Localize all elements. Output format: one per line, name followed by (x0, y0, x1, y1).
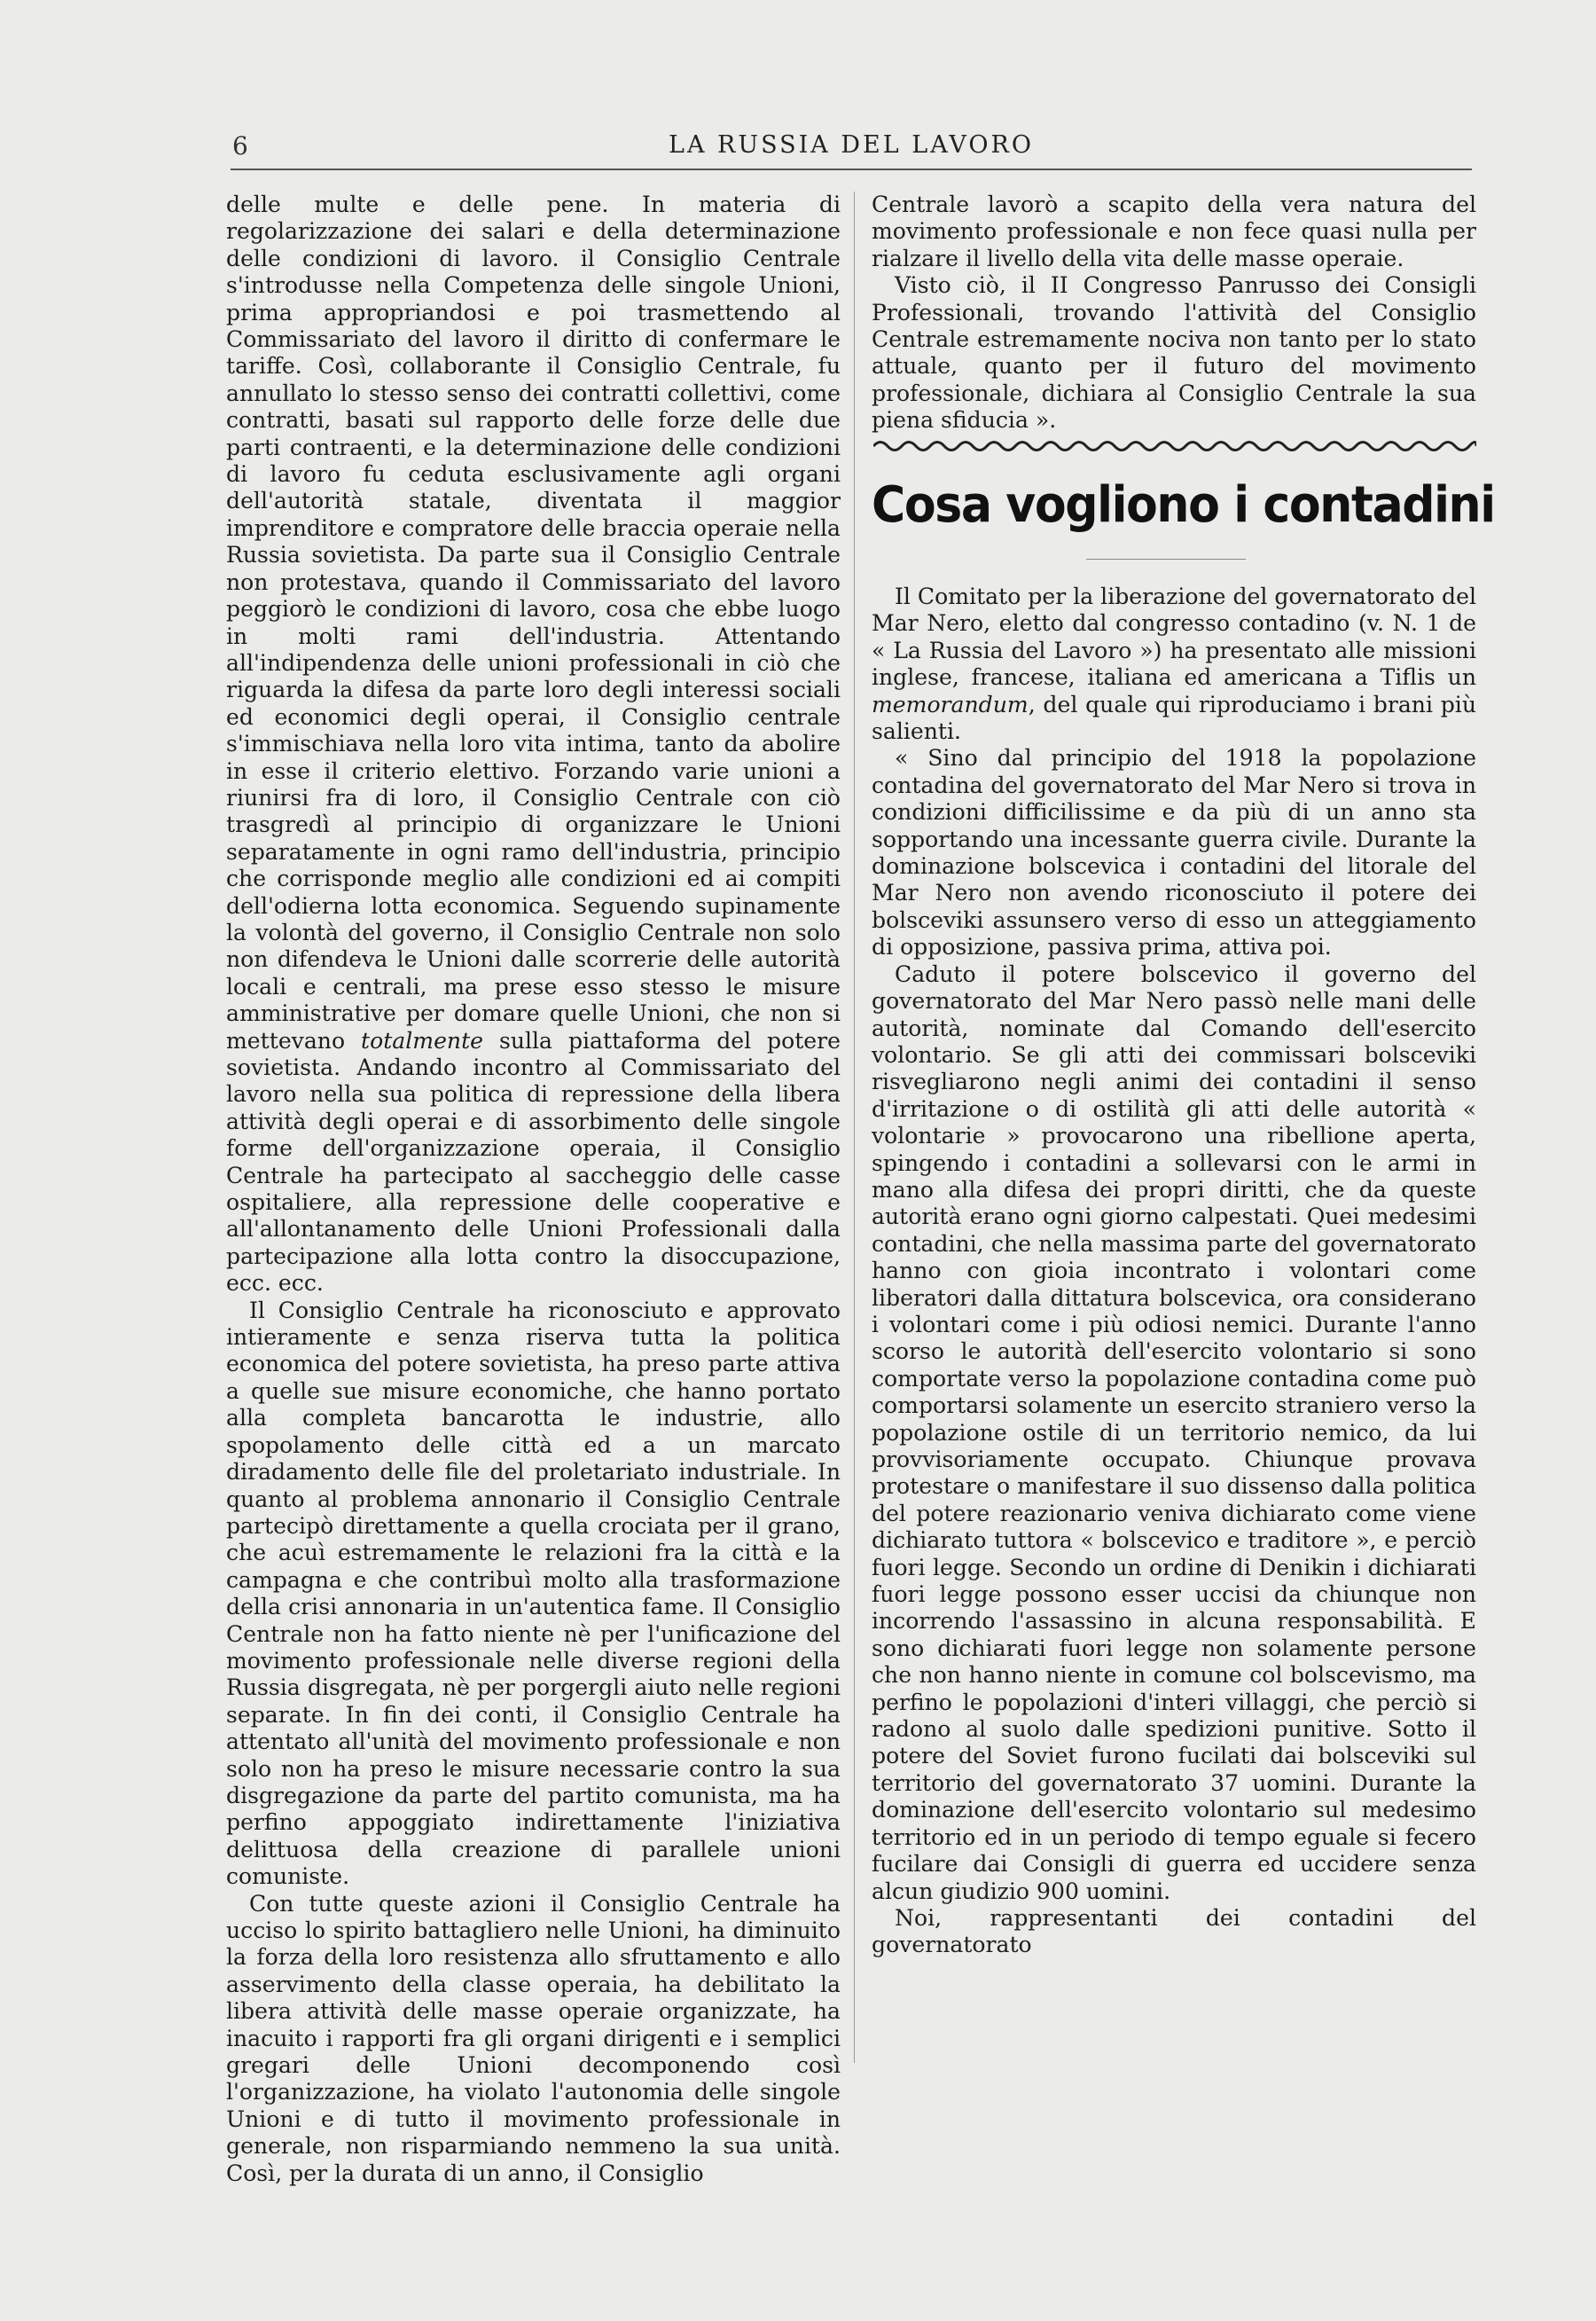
right-column-continuation (872, 192, 1476, 435)
left-column (226, 192, 841, 2187)
italic-emphasis: memorandum (872, 691, 1029, 717)
left-paragraph (226, 192, 841, 1298)
left-paragraph: Con tutte queste azioni il Consiglio Centrale ha ucciso lo spirito battagliero nelle Unioni, ha diminuito la forza della loro resistenza allo sfruttamento e allo asservimento della classe operaia, ha debilitato la libera attività delle masse operaie organizzate, ha inacuito i rapporti fra gli organi dirigenti e i semplici gregari delle Unioni decomponendo così l'organizzazione, ha violato l'autonomia delle singole Unioni e di tutto il movimento professionale in generale, non risparmiando nemmeno la sua unità. Così, per la durata di un anno, il Consiglio (226, 1890, 841, 2186)
article-headline: Cosa vogliono i contadini (872, 476, 1495, 534)
right-paragraph: Visto ciò, il II Congresso Panrusso dei Consigli Professionali, trovando l'attività del Consiglio Centrale estremamente nociva non tanto per lo stato attuale, quanto per il futuro del movimento professionale, dichiara al Consiglio Centrale la sua piena sfiducia ». (872, 272, 1476, 434)
left-paragraph-text: delle multe e delle pene. In materia di regolarizzazione dei salari e della determinazione delle condizioni di lavoro. il Consiglio Centrale s'introdusse nella Competenza delle singole Unioni, prima appropriandosi e poi trasmettendo al Commissariato del lavoro il diritto di confermare le tariffe. Così, collaborante il Consiglio Centrale, fu annullato lo stesso senso dei contratti collettivi, come contratti, basati sul rapporto delle forze delle due parti contraenti, e la determinazione delle condizioni di lavoro fu ceduta esclusivamente agli organi dell'autorità statale, diventata il maggior imprenditore e compratore delle braccia operaie nella Russia sovietista. Da parte sua il Consiglio Centrale non protestava, quando il Commissariato del lavoro peggiorò le condizioni di lavoro, cosa che ebbe luogo in molti rami dell'industria. Attentando all'indipendenza delle unioni professionali in ciò che riguarda la difesa da parte loro degli interessi sociali ed economici degli operai, il Consiglio centrale s'immischiava nella loro vita intima, tanto da abolire in esse il criterio elettivo. Forzando varie unioni a riunirsi fra di loro, il Consiglio Centrale con ciò trasgredì al principio di organizzare le Unioni separatamente in ogni ramo dell'industria, principio che corrisponde meglio alle condizioni ed ai compiti dell'odierna lotta economica. Seguendo supinamente la volontà del governo, il Consiglio Centrale non solo non difendeva le Unioni dalle scorrerie delle autorità locali e centrali, ma prese esso stesso le misure amministrative per domare quelle Unioni, che non si mettevano (226, 192, 841, 1054)
article-paragraph: Caduto il potere bolscevico il governo del governatorato del Mar Nero passò nelle mani delle autorità, nominate dal Comando dell'esercito volontario. Se gli atti dei commissari bolsceviki risvegliarono negli animi dei contadini il senso d'irritazione o di ostilità gli atti delle autorità « volontarie » provocarono una ribellione aperta, spingendo i contadini a sollevarsi con le armi in mano alla difesa dei propri diritti, che da queste autorità erano ogni giorno calpestati. Quei medesimi contadini, che nella massima parte del governatorato hanno con gioia incontrato i volontari come liberatori dalla dittatura bolscevica, ora considerano i volontari come i più odiosi nemici. Durante l'anno scorso le autorità dell'esercito volontario si sono comportate verso la popolazione contadina come può comportarsi solamente un esercito straniero verso la popolazione ostile di un territorio nemico, da lui provvisoriamente occupato. Chiunque provava protestare o manifestare il suo dissenso dalla politica del potere reazionario veniva dichiarato come viene dichiarato tuttora « bolscevico e traditore », e perciò fuori legge. Secondo un ordine di Denikin i dichiarati fuori legge possono esser uccisi da chiunque non incorrendo l'assassino in alcuna responsabilità. E sono dichiarati fuori legge non solamente persone che non hanno niente in comune col bolscevismo, ma perfino le popolazioni d'interi villaggi, che perciò si radono al suolo dalle spedizioni punitive. Sotto il potere del Soviet furono fucilati dai bolsceviki sul territorio del governatorato 37 uomini. Durante la dominazione dell'esercito volontario sul medesimo territorio ed in un periodo di tempo eguale si fecero fucilare dai Consigli di guerra ed uccidere senza alcun giudizio 900 uomini. (872, 961, 1476, 1904)
left-paragraph-text: sulla piattaforma del potere sovietista. Andando incontro al Commissariato del lavoro nella sua politica di repressione della libera attività degli operai e di assorbimento delle singole forme dell'organizzazione operaia, il Consiglio Centrale ha partecipato al saccheggio delle casse ospitaliere, alla repressione delle cooperative e all'allontanamento delle Unioni Professionali dalla partecipazione alla lotta contro la disoccupazione, ecc. ecc. (226, 1027, 841, 1297)
article-intro (872, 584, 1476, 745)
right-paragraph: Centrale lavorò a scapito della vera natura del movimento professionale e non fece quasi nulla per rialzare il livello della vita delle masse operaie. (872, 192, 1476, 271)
running-title: LA RUSSIA DEL LAVORO (669, 131, 1034, 159)
page-number: 6 (232, 131, 248, 161)
italic-emphasis: totalmente (361, 1027, 484, 1054)
page-header (231, 126, 1472, 170)
headline-rule (1086, 559, 1246, 560)
article-paragraph: Noi, rappresentanti dei contadini del governatorato (872, 1904, 1476, 1958)
left-paragraph: Il Consiglio Centrale ha riconosciuto e approvato intieramente e senza riserva tutta la politica economica del potere sovietista, ha preso parte attiva a quelle sue misure economiche, che hanno portato alla completa bancarotta le industrie, allo spopolamento delle città ed a un marcato diradamento delle file del proletariato industriale. In quanto al problema annonario il Consiglio Centrale partecipò direttamente a quella crociata per il grano, che acuì estremamente le relazioni fra la città e la campagna e che contribuì molto alla trasformazione della crisi annonaria in un'autentica fame. Il Consiglio Centrale non ha fatto niente nè per l'unificazione del movimento professionale nelle diverse regioni della Russia disgregata, nè per porgergli aiuto nelle regioni separate. In fin dei conti, il Consiglio Centrale ha attentato all'unità del movimento professionale e non solo non ha preso le misure necessarie contro la sua disgregazione da parte del partito comunista, ma ha perfino appoggiato indirettamente l'iniziativa delittuosa della creazione di parallele unioni comuniste. (226, 1297, 841, 1890)
column-divider (854, 192, 855, 2063)
intro-text: Il Comitato per la liberazione del governatorato del Mar Nero, eletto dal congresso contadino (v. N. 1 de « La Russia del Lavoro ») ha presentato alle missioni inglese, francese, italiana ed americana a Tiflis un (872, 584, 1476, 691)
decorative-wavy-rule (873, 436, 1476, 456)
article-paragraph: « Sino dal principio del 1918 la popolazione contadina del governatorato del Mar Nero si trova in condizioni difficilissime e da più di un anno sta sopportando una incessante guerra civile. Durante la dominazione bolscevica i contadini del litorale del Mar Nero non avendo riconosciuto il potere dei bolsceviki assunsero verso di esso un atteggiamento di opposizione, passiva prima, attiva poi. (872, 745, 1476, 961)
intro-text: , del quale qui riproduciamo i brani più salienti. (872, 691, 1476, 745)
article-body (872, 584, 1476, 1959)
